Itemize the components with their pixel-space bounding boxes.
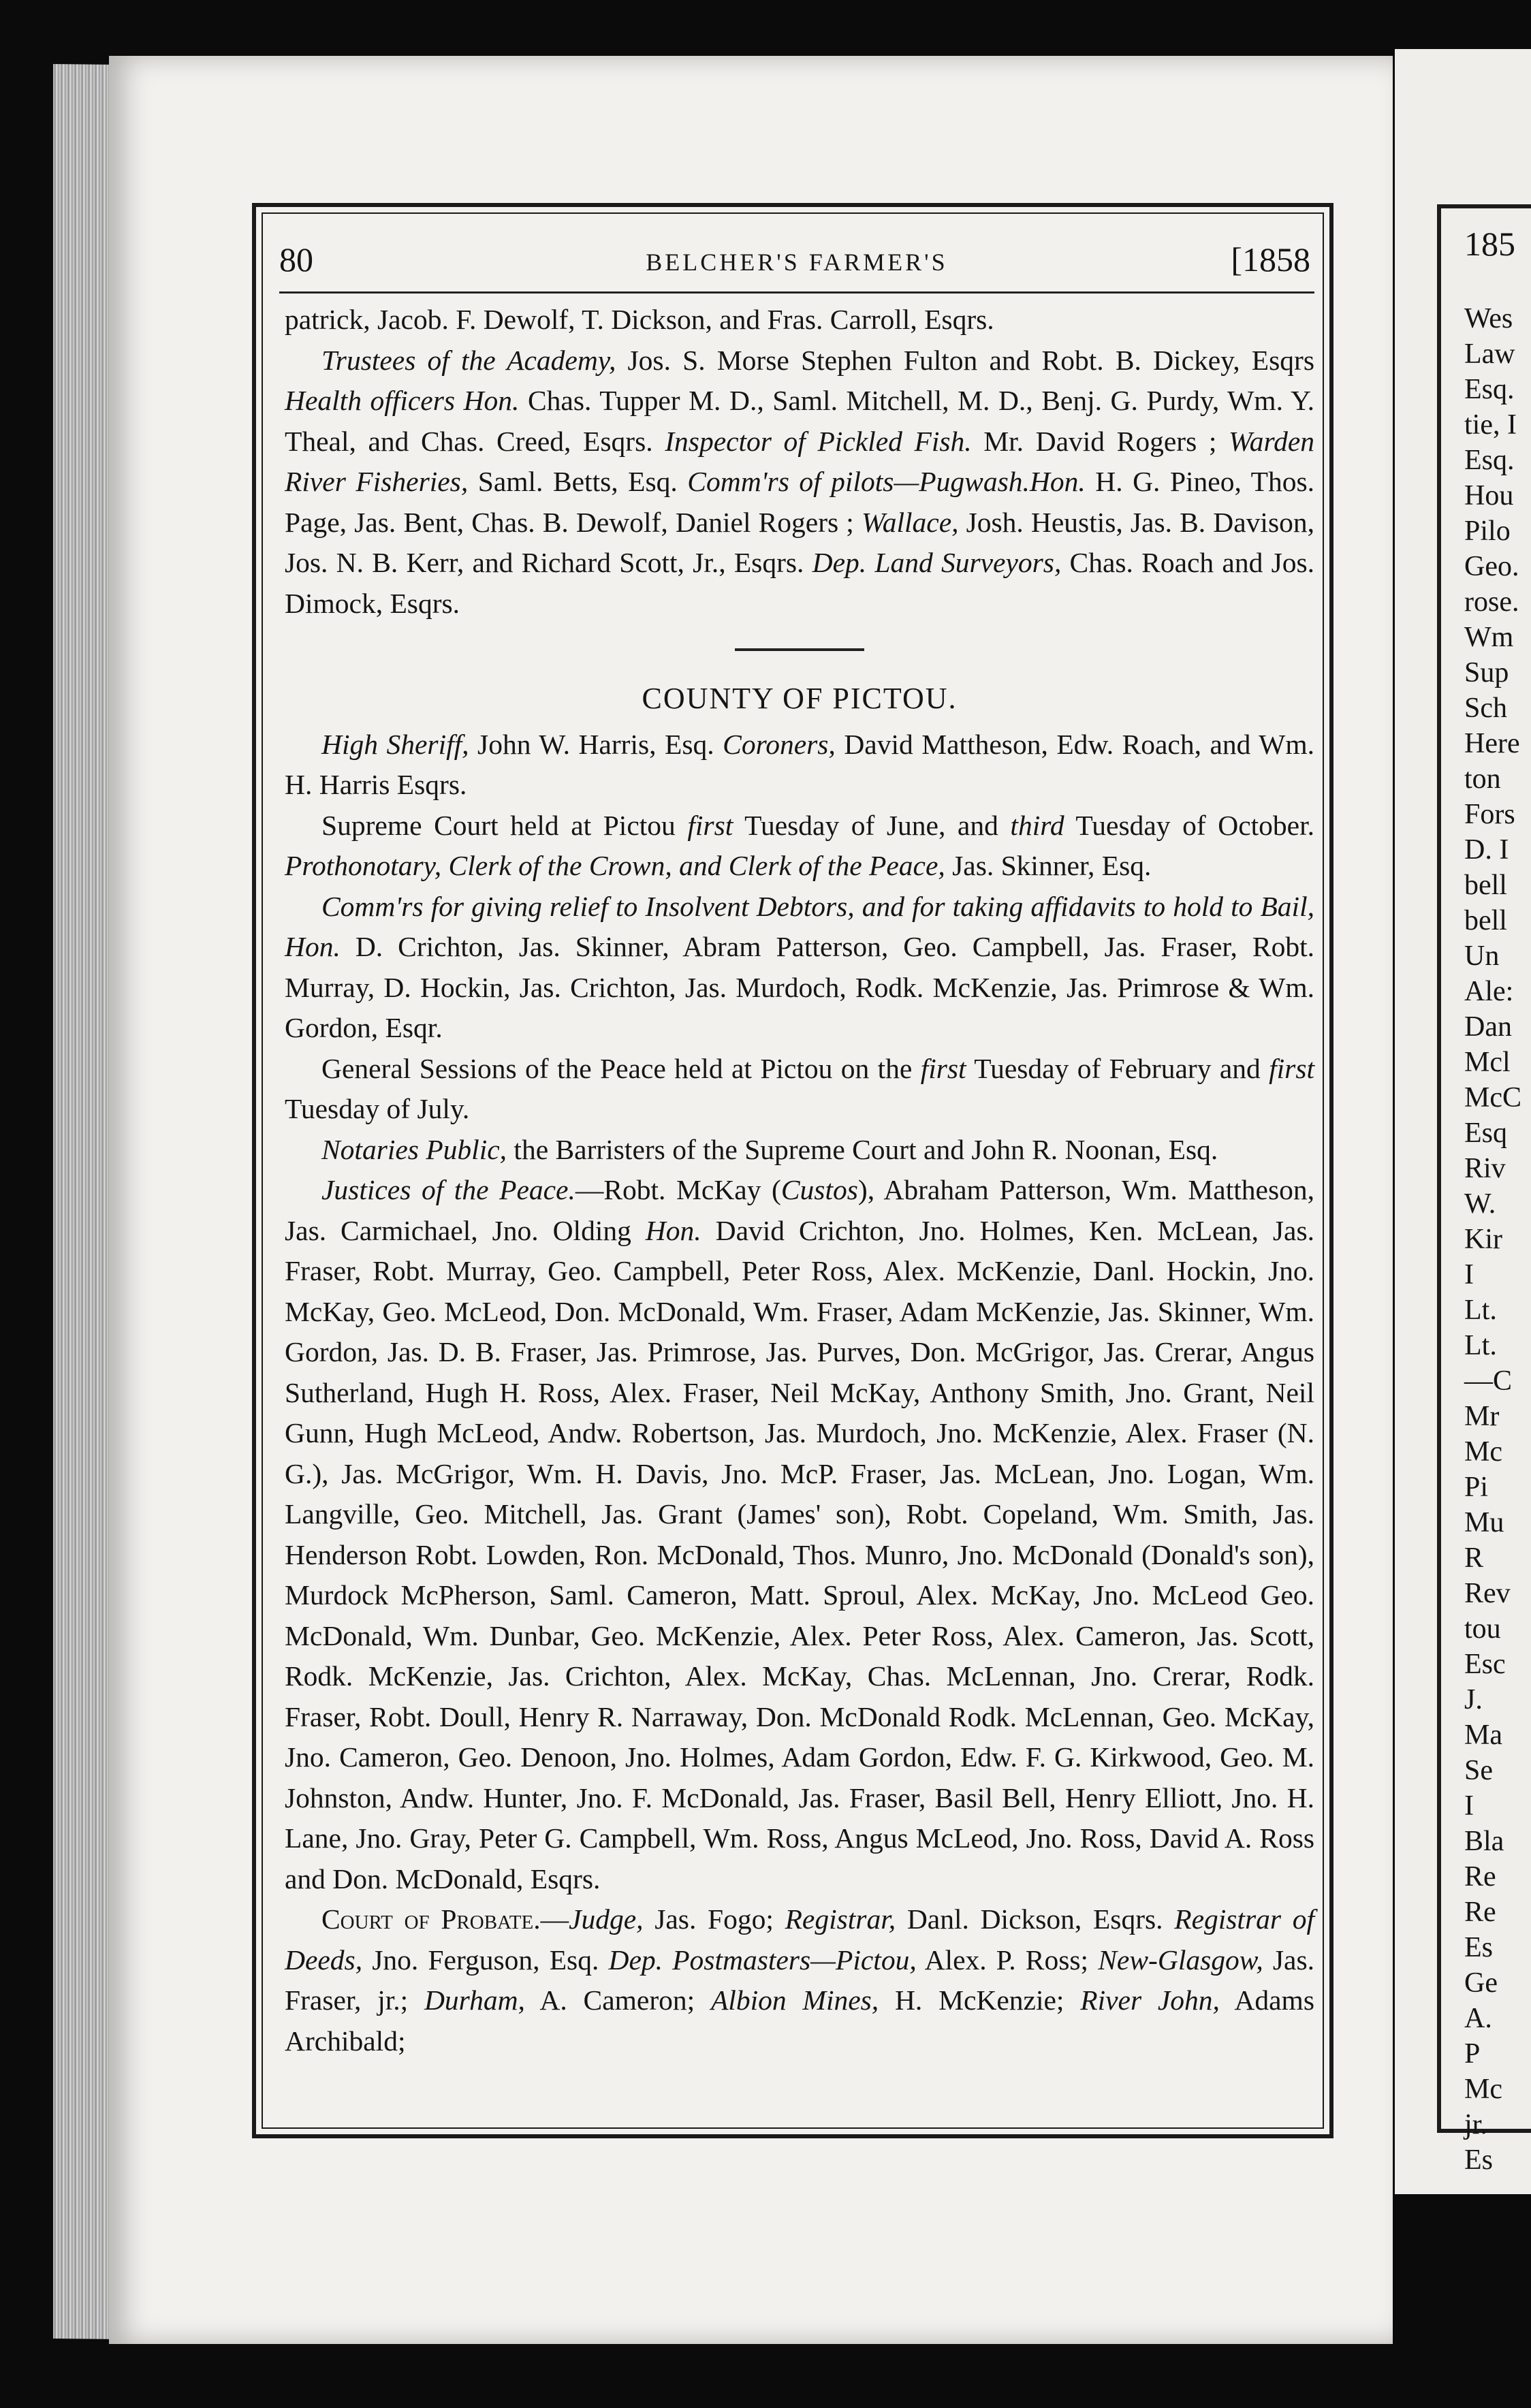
continuation-paragraph: patrick, Jacob. F. Dewolf, T. Dickson, and Fras. Carroll, Esqrs. Trustees of the Academy, Jos. S. Morse Stephen Fulton and Robt. B. Dickey, Esqrs Health officers Hon. Chas. Tupper M. D., Saml. Mitchell, M. D., Benj. G. Purdy, Wm. Y. Theal, and Chas. Creed, Esqrs. Inspector of Pickled Fish. Mr. David Rogers ; Warden River Fisheries, Saml. Betts, Esq. Comm'rs of pilots—Pugwash.Hon. H. G. Pineo, Thos. Page, Jas. Bent, Chas. B. Dewolf, Daniel Rogers ; Wallace, Josh. Heustis, Jas. B. Davison, Jos. N. B. Kerr, and Richard Scott, Jr., Esqrs. Dep. Land Surveyors, Chas. Roach and Jos. Dimock, Esqrs. bbox=[285, 304, 1315, 619]
facing-page-line: D. I bbox=[1464, 834, 1509, 866]
facing-page-line: Se bbox=[1464, 1755, 1493, 1786]
facing-page-line: R bbox=[1464, 1542, 1484, 1574]
facing-page-line: Lt. bbox=[1464, 1295, 1497, 1326]
facing-page-line: Mcl bbox=[1464, 1047, 1511, 1078]
header-rule bbox=[279, 291, 1314, 294]
facing-page-line: I bbox=[1464, 1790, 1474, 1822]
facing-page-line: Dan bbox=[1464, 1011, 1512, 1043]
notaries-paragraph: Notaries Public, the Barristers of the Supreme Court and John R. Noonan, Esq. bbox=[321, 1133, 1218, 1165]
facing-page-line: Esq bbox=[1464, 1118, 1507, 1149]
supreme-court-paragraph: Supreme Court held at Pictou first Tuesday of June, and third Tuesday of October. Prothonotary, Clerk of the Crown, and Clerk of the Peace, Jas. Skinner, Esq. bbox=[285, 809, 1314, 881]
facing-page-line: ton bbox=[1464, 763, 1501, 795]
sessions-paragraph: General Sessions of the Peace held at Pictou on the first Tuesday of February and first Tuesday of July. bbox=[285, 1052, 1314, 1124]
facing-page-line: Kir bbox=[1464, 1224, 1502, 1255]
facing-page-line: Rev bbox=[1464, 1578, 1511, 1609]
facing-page-line: Mc bbox=[1464, 1436, 1502, 1468]
facing-page-line: jr. bbox=[1464, 2109, 1487, 2140]
facing-page-line: Law bbox=[1464, 338, 1515, 370]
facing-page-line: Wes bbox=[1464, 303, 1513, 334]
facing-page-line: Pilo bbox=[1464, 516, 1511, 547]
facing-page-line: bell bbox=[1464, 905, 1507, 936]
facing-page-line: Pi bbox=[1464, 1472, 1489, 1503]
facing-page-line: Here bbox=[1464, 728, 1520, 759]
facing-page-line: bell bbox=[1464, 870, 1507, 901]
facing-page-line: Re bbox=[1464, 1897, 1496, 1928]
facing-page-line: Mc bbox=[1464, 2074, 1502, 2105]
facing-page-line: Ge bbox=[1464, 1967, 1498, 1999]
page-body bbox=[285, 300, 1314, 2061]
facing-page-line: tie, I bbox=[1464, 409, 1517, 441]
facing-page-line: Sup bbox=[1464, 657, 1509, 688]
facing-page-line: Bla bbox=[1464, 1826, 1504, 1857]
facing-page-line: Esq. bbox=[1464, 374, 1515, 405]
section-title: COUNTY OF PICTOU. bbox=[642, 682, 958, 715]
facing-page-line: J. bbox=[1464, 1684, 1483, 1715]
facing-page-line: Fors bbox=[1464, 799, 1515, 830]
facing-page-line: McC bbox=[1464, 1082, 1521, 1113]
sheriff-paragraph: High Sheriff, John W. Harris, Esq. Coroners, David Mattheson, Edw. Roach, and Wm. H. Harris Esqrs. bbox=[285, 728, 1314, 800]
facing-page-line: Geo. bbox=[1464, 551, 1519, 582]
facing-page-line: A. bbox=[1464, 2003, 1492, 2034]
page-number: 80 bbox=[279, 240, 313, 279]
facing-page-line: W. bbox=[1464, 1188, 1496, 1220]
probate-paragraph: Court of Probate.—Judge, Jas. Fogo; Registrar, Danl. Dickson, Esqrs. Registrar of Deeds, Jno. Ferguson, Esq. Dep. Postmasters—Pictou, Alex. P. Ross; New-Glasgow, Jas. Fraser, jr.; Durham, A. Cameron; Albion Mines, H. McKenzie; River John, Adams Archibald; bbox=[285, 1903, 1314, 2057]
facing-page-line: Riv bbox=[1464, 1153, 1506, 1184]
running-title: BELCHER'S FARMER'S bbox=[646, 249, 948, 276]
facing-page-line: Esc bbox=[1464, 1649, 1506, 1680]
facing-page-line: Sch bbox=[1464, 693, 1507, 724]
facing-page-line: 185 bbox=[1464, 225, 1515, 263]
facing-page-line: Es bbox=[1464, 1932, 1493, 1963]
section-divider bbox=[735, 648, 864, 651]
facing-page-line: Mr bbox=[1464, 1401, 1500, 1432]
justices-paragraph: Justices of the Peace.—Robt. McKay (Custos), Abraham Patterson, Wm. Mattheson, Jas. Carmichael, Jno. Olding Hon. David Crichton, Jno. Holmes, Ken. McLean, Jas. Fraser, Robt. Murray, Geo. Campbell, Peter Ross, Alex. McKenzie, Danl. Hockin, Jno. McKay, Geo. McLeod, Don. McDonald, Wm. Fraser, Adam McKenzie, Jas. Skinner, Wm. Gordon, Jas. D. B. Fraser, Jas. Primrose, Jas. Purves, Don. McGrigor, Jas. Crerar, Angus Sutherland, Hugh H. Ross, Alex. Fraser, Neil McKay, Anthony Smith, Jno. Grant, Neil Gunn, Hugh McLeod, Andw. Robertson, Jas. Murdoch, Jno. McKenzie, Alex. Fraser (N. G.), Jas. McGrigor, Wm. H. Davis, Jno. McP. Fraser, Jas. McLean, Jno. Logan, Wm. Langville, Geo. Mitchell, Jas. Grant (James' son), Robt. Copeland, Wm. Smith, Jas. Henderson Robt. Lowden, Ron. McDonald, Thos. Munro, Jno. McDonald (Donald's son), Murdock McPherson, Saml. Cameron, Matt. Sproul, Alex. McKay, Jno. McLeod Geo. McDonald, Wm. Dunbar, Geo. McKenzie, Alex. Peter Ross, Alex. Cameron, Jas. Scott, Rodk. McKenzie, Jas. Crichton, Alex. McKay, Chas. McLennan, Jno. Crerar, Rodk. Fraser, Robt. Doull, Henry R. Narraway, Don. McDonald Rodk. McLennan, Geo. McKay, Jno. Cameron, Geo. Denoon, Jno. Holmes, Adam Gordon, Edw. F. G. Kirkwood, Geo. M. Johnston, Andw. Hunter, Jno. F. McDonald, Jas. Fraser, Basil Bell, Henry Elliott, Jno. H. Lane, Jno. Gray, Peter G. Campbell, Wm. Ross, Angus McLeod, Jno. Ross, David A. Ross and Don. McDonald, Esqrs. bbox=[285, 1174, 1314, 1895]
facing-page-line: Un bbox=[1464, 940, 1500, 972]
facing-page-line: Ale: bbox=[1464, 976, 1514, 1007]
facing-page-line: P bbox=[1464, 2038, 1481, 2070]
facing-page-line: rose. bbox=[1464, 586, 1519, 618]
facing-page-line: Es bbox=[1464, 2144, 1493, 2176]
facing-page-line: Ma bbox=[1464, 1720, 1502, 1751]
facing-page-line: —C bbox=[1464, 1365, 1513, 1397]
facing-page-line: Hou bbox=[1464, 480, 1514, 511]
facing-page-line: Re bbox=[1464, 1861, 1496, 1892]
facing-page-line: Lt. bbox=[1464, 1330, 1497, 1361]
facing-page-line: Esq. bbox=[1464, 445, 1515, 476]
facing-page-line: I bbox=[1464, 1259, 1474, 1290]
year-label: [1858 bbox=[1231, 240, 1310, 279]
facing-page-line: Wm bbox=[1464, 622, 1514, 653]
commissioners-paragraph: Comm'rs for giving relief to Insolvent Debtors, and for taking affidavits to hold to Bail, Hon. D. Crichton, Jas. Skinner, Abram Patterson, Geo. Campbell, Jas. Fraser, Robt. Murray, D. Hockin, Jas. Crichton, Jas. Murdoch, Rodk. McKenzie, Jas. Primrose & Wm. Gordon, Esqr. bbox=[285, 890, 1314, 1043]
facing-page-line: tou bbox=[1464, 1613, 1501, 1645]
facing-page-line: Mu bbox=[1464, 1507, 1504, 1538]
running-header bbox=[279, 240, 1314, 294]
